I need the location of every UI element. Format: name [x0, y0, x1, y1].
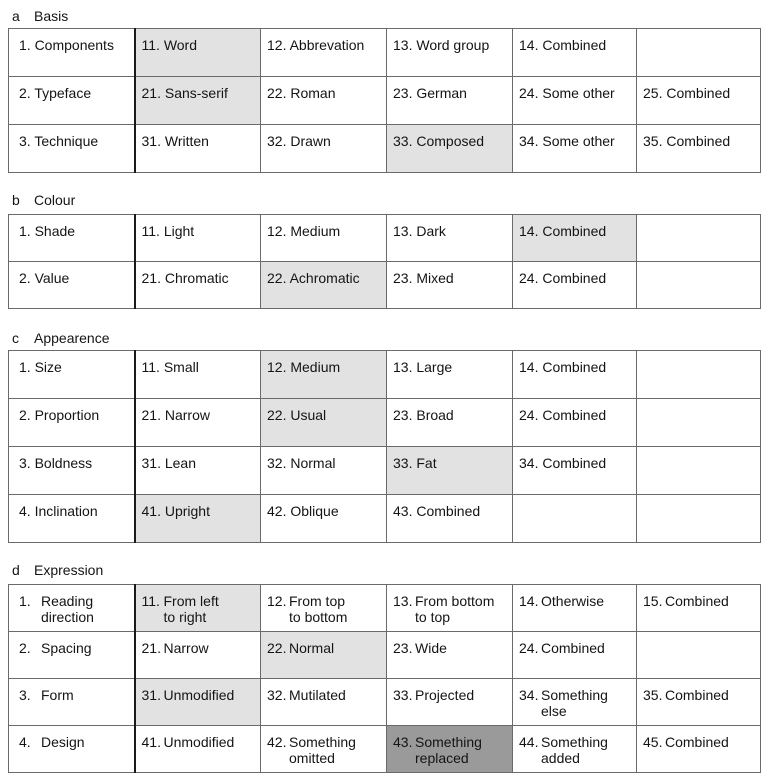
cell-text: Combined: [665, 687, 729, 703]
cell-number: 42.: [267, 734, 287, 750]
option-cell: [513, 29, 637, 77]
cell-text: 23. Broad: [393, 407, 454, 423]
cell-number: 45.: [643, 734, 663, 750]
cell-text: From bottom to top: [415, 593, 495, 625]
cell-number: 35.: [643, 687, 663, 703]
table-row: [9, 726, 761, 773]
option-cell: [135, 399, 261, 447]
cell-text: 3. Technique: [19, 133, 99, 149]
cell-text: 34. Some other: [519, 133, 615, 149]
option-cell: [261, 262, 387, 309]
cell-text: 2. Typeface: [19, 85, 92, 101]
option-cell: [261, 29, 387, 77]
table-row: [9, 215, 761, 262]
category-cell: [9, 77, 135, 125]
section-title: Colour: [34, 192, 76, 208]
option-cell: [637, 351, 761, 399]
category-cell: [9, 495, 135, 543]
option-cell: [135, 351, 261, 399]
table-row: [9, 679, 761, 726]
option-cell: [135, 29, 261, 77]
cell-text: 13. Dark: [393, 223, 446, 239]
cell-text: 13. Word group: [393, 37, 490, 53]
section-d-label: [12, 562, 103, 578]
section-c-label: [12, 330, 110, 346]
cell-text: 11. Light: [141, 223, 195, 239]
cell-text: 14. Combined: [519, 359, 607, 375]
cell-text: 21. Narrow: [141, 407, 210, 423]
option-cell: [135, 585, 261, 632]
category-cell: [9, 632, 135, 679]
cell-text: Combined: [665, 734, 729, 750]
cell-text: Otherwise: [541, 593, 605, 609]
option-cell: [387, 29, 513, 77]
cell-number: 2.: [19, 640, 31, 656]
cell-text: 43. Combined: [393, 503, 481, 519]
option-cell: [637, 632, 761, 679]
cell-text: 35. Combined: [643, 133, 731, 149]
cell-text: 1. Components: [19, 37, 114, 53]
cell-text: 2. Proportion: [19, 407, 100, 423]
option-cell: [387, 351, 513, 399]
option-cell: [387, 726, 513, 773]
cell-text: 22. Roman: [267, 85, 336, 101]
cell-text: 23. German: [393, 85, 467, 101]
option-cell: [135, 125, 261, 173]
option-cell: [387, 125, 513, 173]
cell-number: 13.: [393, 593, 413, 609]
cell-text: 12. Abbrevation: [267, 37, 365, 53]
cell-text: Something added: [541, 734, 608, 766]
section-letter: a: [12, 8, 20, 24]
section-letter: c: [12, 330, 19, 346]
option-cell: [261, 125, 387, 173]
table-row: [9, 125, 761, 173]
option-cell: [135, 77, 261, 125]
section-title: Expression: [34, 562, 104, 578]
cell-text: From left to right: [163, 593, 219, 625]
cell-text: Projected: [415, 687, 475, 703]
table-row: [9, 262, 761, 309]
category-cell: [9, 125, 135, 173]
cell-text: 2. Value: [19, 270, 70, 286]
cell-text: 14. Combined: [519, 223, 607, 239]
table-row: [9, 585, 761, 632]
option-cell: [637, 679, 761, 726]
cell-number: 4.: [19, 734, 31, 750]
section-title: Basis: [34, 8, 69, 24]
cell-text: 11. Small: [141, 359, 199, 375]
cell-text: 42. Oblique: [267, 503, 339, 519]
option-cell: [637, 125, 761, 173]
cell-text: 32. Drawn: [267, 133, 331, 149]
cell-number: 21.: [141, 640, 161, 656]
option-cell: [637, 726, 761, 773]
cell-number: 43.: [393, 734, 413, 750]
option-cell: [513, 77, 637, 125]
option-cell: [135, 495, 261, 543]
option-cell: [637, 262, 761, 309]
cell-number: 31.: [141, 687, 161, 703]
cell-text: Spacing: [41, 640, 92, 656]
option-cell: [387, 399, 513, 447]
option-cell: [261, 679, 387, 726]
cell-text: Something replaced: [415, 734, 482, 766]
cell-number: 11.: [141, 593, 160, 609]
option-cell: [513, 215, 637, 262]
cell-text: 22. Usual: [267, 407, 327, 423]
option-cell: [387, 679, 513, 726]
cell-number: 1.: [19, 593, 31, 609]
cell-number: 24.: [519, 640, 539, 656]
cell-number: 41.: [141, 734, 161, 750]
table-row: [9, 77, 761, 125]
cell-text: 12. Medium: [267, 359, 341, 375]
cell-text: Reading direction: [41, 593, 94, 625]
option-cell: [513, 495, 637, 543]
category-cell: [9, 726, 135, 773]
cell-text: 31. Lean: [141, 455, 196, 471]
cell-text: Wide: [415, 640, 447, 656]
cell-text: 33. Composed: [393, 133, 485, 149]
table-row: [9, 447, 761, 495]
cell-number: 34.: [519, 687, 539, 703]
option-cell: [637, 215, 761, 262]
cell-text: 11. Word: [141, 37, 198, 53]
cell-number: 14.: [519, 593, 539, 609]
section-title: Appearence: [34, 330, 110, 346]
option-cell: [513, 447, 637, 495]
table-row: [9, 495, 761, 543]
section-letter: b: [12, 192, 20, 208]
table-row: [9, 399, 761, 447]
option-cell: [513, 679, 637, 726]
cell-text: 25. Combined: [643, 85, 731, 101]
option-cell: [261, 632, 387, 679]
option-cell: [513, 125, 637, 173]
cell-text: Normal: [289, 640, 335, 656]
table-row: [9, 29, 761, 77]
cell-text: Unmodified: [163, 734, 235, 750]
option-cell: [513, 726, 637, 773]
option-cell: [135, 726, 261, 773]
section-d-table: [8, 584, 761, 773]
option-cell: [387, 495, 513, 543]
option-cell: [387, 77, 513, 125]
cell-text: 13. Large: [393, 359, 453, 375]
cell-text: 31. Written: [141, 133, 209, 149]
option-cell: [387, 447, 513, 495]
category-cell: [9, 215, 135, 262]
option-cell: [135, 262, 261, 309]
cell-text: 24. Combined: [519, 270, 607, 286]
cell-text: Something else: [541, 687, 608, 719]
cell-number: 15.: [643, 593, 663, 609]
table-row: [9, 632, 761, 679]
option-cell: [261, 726, 387, 773]
option-cell: [261, 495, 387, 543]
cell-text: From top to bottom: [289, 593, 348, 625]
category-cell: [9, 29, 135, 77]
cell-text: Narrow: [163, 640, 209, 656]
category-cell: [9, 447, 135, 495]
cell-text: 41. Upright: [141, 503, 210, 519]
cell-text: Form: [41, 687, 74, 703]
option-cell: [261, 215, 387, 262]
cell-text: 23. Mixed: [393, 270, 454, 286]
category-cell: [9, 585, 135, 632]
cell-text: 3. Boldness: [19, 455, 93, 471]
cell-number: 32.: [267, 687, 287, 703]
section-b-label: [12, 192, 75, 208]
cell-text: 34. Combined: [519, 455, 607, 471]
option-cell: [387, 262, 513, 309]
cell-text: 1. Size: [19, 359, 62, 375]
cell-text: 24. Combined: [519, 407, 607, 423]
cell-text: 32. Normal: [267, 455, 336, 471]
option-cell: [261, 399, 387, 447]
cell-number: 44.: [519, 734, 539, 750]
cell-text: 24. Some other: [519, 85, 615, 101]
section-letter: d: [12, 562, 20, 578]
option-cell: [135, 679, 261, 726]
cell-text: 1. Shade: [19, 223, 76, 239]
section-a-table: [8, 28, 761, 173]
option-cell: [637, 399, 761, 447]
option-cell: [513, 262, 637, 309]
cell-text: 4. Inclination: [19, 503, 98, 519]
option-cell: [513, 399, 637, 447]
cell-text: Something omitted: [289, 734, 356, 766]
cell-number: 22.: [267, 640, 287, 656]
cell-text: Mutilated: [289, 687, 346, 703]
cell-text: 33. Fat: [393, 455, 437, 471]
option-cell: [135, 632, 261, 679]
cell-text: Combined: [665, 593, 729, 609]
option-cell: [637, 77, 761, 125]
option-cell: [261, 585, 387, 632]
section-b-table: [8, 214, 761, 309]
option-cell: [637, 585, 761, 632]
option-cell: [513, 351, 637, 399]
option-cell: [135, 447, 261, 495]
cell-text: 12. Medium: [267, 223, 341, 239]
cell-number: 23.: [393, 640, 413, 656]
option-cell: [261, 351, 387, 399]
category-cell: [9, 679, 135, 726]
cell-number: 12.: [267, 593, 287, 609]
option-cell: [387, 215, 513, 262]
cell-text: 21. Sans-serif: [141, 85, 228, 101]
category-cell: [9, 399, 135, 447]
cell-text: 21. Chromatic: [141, 270, 229, 286]
cell-text: Unmodified: [163, 687, 235, 703]
cell-text: Combined: [541, 640, 605, 656]
option-cell: [135, 215, 261, 262]
option-cell: [637, 447, 761, 495]
option-cell: [387, 632, 513, 679]
option-cell: [261, 77, 387, 125]
section-c-table: [8, 350, 761, 543]
category-cell: [9, 262, 135, 309]
cell-number: 33.: [393, 687, 413, 703]
category-cell: [9, 351, 135, 399]
cell-text: 14. Combined: [519, 37, 607, 53]
cell-number: 3.: [19, 687, 31, 703]
option-cell: [637, 495, 761, 543]
cell-text: 22. Achromatic: [267, 270, 360, 286]
option-cell: [387, 585, 513, 632]
option-cell: [261, 447, 387, 495]
table-row: [9, 351, 761, 399]
option-cell: [637, 29, 761, 77]
option-cell: [513, 585, 637, 632]
option-cell: [513, 632, 637, 679]
section-a-label: [12, 8, 68, 24]
cell-text: Design: [41, 734, 85, 750]
